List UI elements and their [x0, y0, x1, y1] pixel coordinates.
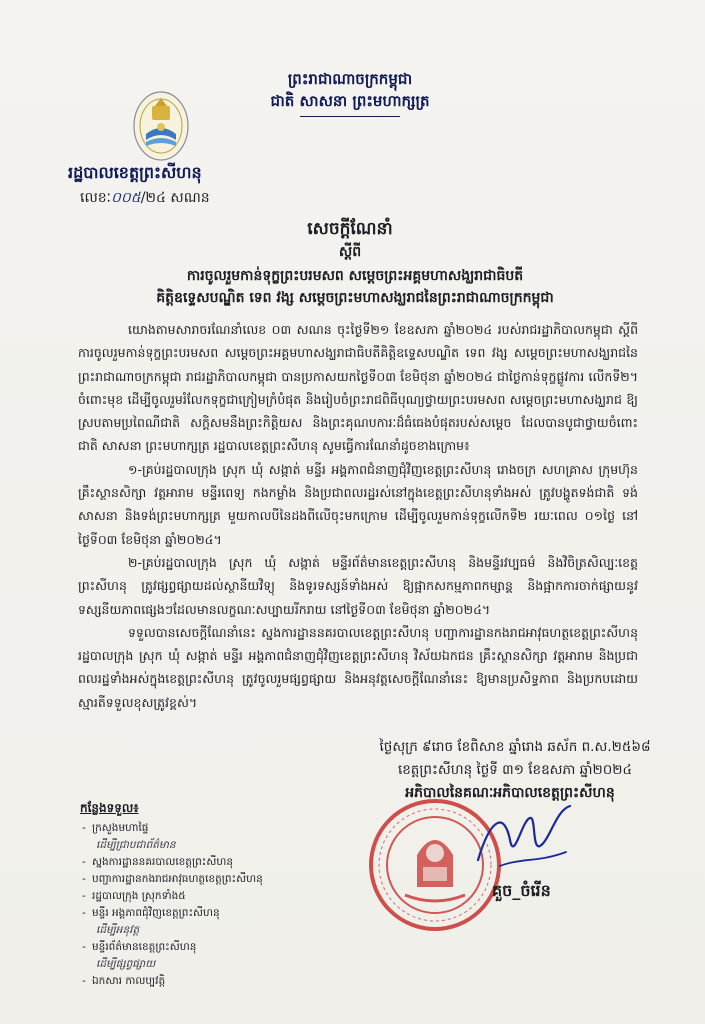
reference-number: [80, 188, 210, 209]
recipient-item: - មន្ទីរ អង្គភាពជុំវិញខេត្តព្រះសីហនុ: [82, 907, 220, 919]
reference-prefix: លេខៈ: [80, 190, 111, 206]
recipient-item: - មន្ទីរព័ត៌មានខេត្តព្រះសីហនុ: [82, 941, 197, 953]
recipient-item: - ឯកសារ កាលប្បវត្តិ: [82, 975, 166, 987]
reference-handwritten-number: ០០៥: [110, 190, 141, 206]
recipient-label: ឯកសារ កាលប្បវត្តិ: [92, 975, 166, 987]
recipient-label: បញ្ជាការដ្ឋានកងរាជអាវុធហត្ថខេត្តព្រះសីហនុ: [92, 873, 263, 885]
recipients-list: [82, 820, 263, 990]
document-subject-line-2: គិត្តិឧទ្ទេសបណ្ឌិត ទេព វង្ស សម្ដេចព្រះមហាសង្ឃរាជនៃព្រះរាជាណាចក្រកម្ពុជា: [156, 290, 554, 306]
recipient-label: ស្នងការដ្ឋាននគរបាលខេត្តព្រះសីហនុ: [92, 856, 234, 868]
document-about: ស្ដីពី: [338, 244, 362, 260]
signer-name: គួច_ចំរើន: [492, 881, 551, 900]
recipient-item: - ស្នងការដ្ឋាននគរបាលខេត្តព្រះសីហនុ: [82, 856, 234, 868]
recipient-note: ដើម្បីជ្រាបជាព័ត៌មាន: [96, 839, 176, 851]
recipient-item: - បញ្ជាការដ្ឋានកងរាជអាវុធហត្ថខេត្តព្រះសីហនុ: [82, 873, 263, 885]
reference-suffix: /២៤ សណន: [140, 190, 210, 206]
solar-date: ខេត្តព្រះសីហនុ ថ្ងៃទី ៣១ ខែឧសភា ឆ្នាំ២០២៤: [397, 762, 633, 778]
recipient-item: - រដ្ឋបាលក្រុង ស្រុកទាំង៥: [82, 890, 186, 902]
recipient-label: ក្រសួងមហាផ្ទៃ: [92, 822, 149, 834]
body-paragraph-closing: ទទួលបានសេចក្ដីណែនាំនេះ ស្នងការដ្ឋាននគរបាលខេត្តព្រះសីហនុ បញ្ជាការដ្ឋានកងរាជអាវុធហត្ថខេត្តព្រះសីហនុ រដ្ឋបាលក្រុង ស្រុក ឃុំ សង្កាត់ មន្ទីរ អង្គភាពជំនាញជុំវិញខេត្តព្រះសីហនុ វិស័យឯកជន គ្រឹះស្ថានសិក្សា វត្តអារាម និងប្រជាពលរដ្ឋទាំងអស់ក្នុងខេត្តព្រះសីហនុ ត្រូវចូលរួមផ្សព្វផ្សាយ និងអនុវត្តសេចក្ដីណែនាំនេះ ឱ្យមានប្រសិទ្ធភាព និងប្រកបដោយស្មារតីទទួលខុសត្រូវខ្ពស់។: [78, 624, 638, 710]
recipients-heading: កន្លែងទទួល៖: [80, 801, 139, 815]
document-subject-line-1: ការចូលរួមកាន់ទុក្ខព្រះបរមសព សម្ដេចព្រះអគ្គមហាសង្ឃរាជាធិបតី: [186, 268, 524, 284]
handwritten-signature: [470, 800, 580, 880]
signatory-title: អភិបាលនៃគណៈអភិបាលខេត្តព្រះសីហនុ: [405, 785, 615, 801]
body-paragraph-item-1: ១-គ្រប់រដ្ឋបាលក្រុង ស្រុក ឃុំ សង្កាត់ មន្ទីរ អង្គភាពជំនាញជុំវិញខេត្តព្រះសីហនុ រោងចក្រ សហគ្រាស ក្រុមហ៊ុន គ្រឹះស្ថានសិក្សា វត្តអារាម មន្ទីរពេទ្យ កងកម្លាំង និងប្រជាពលរដ្ឋរស់នៅក្នុងខេត្តព្រះសីហនុទាំងអស់ ត្រូវបង្ហូតទង់ជាតិ ទង់សាសនា និងទង់ព្រះមហាក្សត្រ មួយកាលបីនៃដងពីលើចុះមកក្រោម ដើម្បីចូលរួមកាន់ទុក្ខលើកទី២ រយៈពេល ០១ថ្ងៃ នៅថ្ងៃទី០៣ ខែមិថុនា ឆ្នាំ២០២៤។: [78, 461, 638, 547]
lunar-date: ថ្ងៃសុក្រ ៩រោច ខែពិសាខ ឆ្នាំរោង ឆស័ក ព.ស.២៥៦៨: [379, 739, 651, 755]
recipient-label: មន្ទីរ អង្គភាពជុំវិញខេត្តព្រះសីហនុ: [92, 907, 220, 919]
issuing-administration: រដ្ឋបាលខេត្តព្រះសីហនុ: [68, 163, 202, 182]
national-motto: ជាតិ សាសនា ព្រះមហាក្សត្រ: [270, 92, 430, 110]
provincial-emblem-icon: [132, 90, 190, 162]
motto-divider: [300, 116, 400, 117]
recipient-item: - ក្រសួងមហាផ្ទៃ: [82, 822, 149, 834]
body-paragraph-intro: យោងតាមសារាចរណែនាំលេខ ០៣ សណន ចុះថ្ងៃទី២១ ខែឧសភា ឆ្នាំ២០២៤ របស់រាជរដ្ឋាភិបាលកម្ពុជា ស្ដីពីការចូលរួមកាន់ទុក្ខព្រះបរមសព សម្ដេចព្រះអគ្គមហាសង្ឃរាជាធិបតីគិត្តិឧទ្ទេសបណ្ឌិត ទេព វង្ស សម្ដេចព្រះមហាសង្ឃរាជនៃព្រះរាជាណាចក្រកម្ពុជា រាជរដ្ឋាភិបាលកម្ពុជា បានប្រកាសយកថ្ងៃទី០៣ ខែមិថុនា ឆ្នាំ២០២៤ ជាថ្ងៃកាន់ទុក្ខផ្លូវការ លើកទី២។ ចំពោះមុខ ដើម្បីចូលរួមរំលែកទុក្ខជាក្រៀមក្រំបំផុត និងរៀបចំព្រះរាជពិធីបុណ្យថ្វាយព្រះបរមសព សម្ដេចព្រះមហាសង្ឃរាជ ឱ្យស្របតាមប្រពៃណីជាតិ សក្តិសមនឹងព្រះកិត្តិយស និងព្រះគុណបការៈដ៏ធំធេងបំផុតរបស់សម្ដេច ដែលបានបូជាថ្វាយចំពោះជាតិ សាសនា ព្រះមហាក្សត្រ រដ្ឋបាលខេត្តព្រះសីហនុ សូមធ្វើការណែនាំដូចខាងក្រោម៖: [78, 322, 638, 454]
document-body: [78, 318, 638, 714]
document-title: សេចក្ដីណែនាំ: [307, 219, 393, 239]
recipient-label: រដ្ឋបាលក្រុង ស្រុកទាំង៥: [92, 890, 186, 902]
recipient-label: មន្ទីរព័ត៌មានខេត្តព្រះសីហនុ: [92, 941, 197, 953]
kingdom-heading: ព្រះរាជាណាចក្រកម្ពុជា: [287, 70, 413, 88]
recipient-note: ដើម្បីផ្សព្វផ្សាយ: [96, 958, 156, 970]
recipient-note: ដើម្បីអនុវត្ត: [96, 924, 140, 936]
body-paragraph-item-2: ២-គ្រប់រដ្ឋបាលក្រុង ស្រុក ឃុំ សង្កាត់ មន្ទីរព័ត៌មានខេត្តព្រះសីហនុ និងមន្ទីរវប្បធម៌ និងវិចិត្រសិល្បៈខេត្តព្រះសីហនុ ត្រូវផ្សព្វផ្សាយដល់ស្ថានីយវិទ្យុ និងទូរទស្សន៍ទាំងអស់ ឱ្យផ្អាកសកម្មភាពកម្សាន្ត និងផ្អាកការចាក់ផ្សាយនូវទស្សនីយភាពផ្សេងៗដែលមានលក្ខណៈសប្បាយរីករាយ នៅថ្ងៃទី០៣ ខែមិថុនា ឆ្នាំ២០២៤។: [78, 554, 638, 617]
